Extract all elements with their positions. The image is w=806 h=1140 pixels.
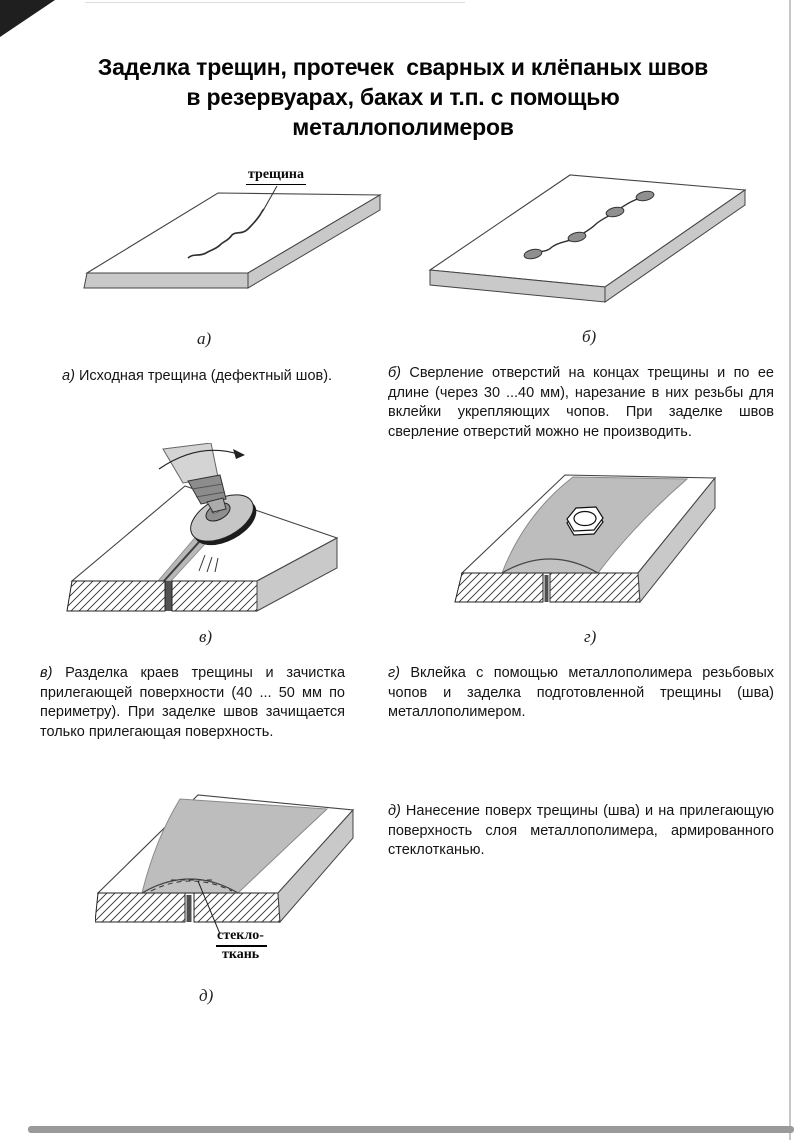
cross-section-left-hatched [95,893,185,922]
glasscloth-annotation-line-2: ткань [222,947,260,962]
figure-v-illustration [55,443,385,633]
figure-b-label: б) [582,327,597,346]
caption-v-text: Разделка краев трещины и зачистка прилегающей поверхности (40 ... 50 мм по периметру). При заделке швов зачищается только прилегающая поверхность. [40,665,346,740]
cross-section-right-hatched [550,573,640,602]
crack-slit [187,895,192,922]
page-title-line-1: Заделка трещин, протечек сварных и клёпаных швов [97,54,709,80]
figure-v-label: в) [199,627,213,646]
crack-annotation: трещина [246,167,306,185]
plate-front-face [84,273,248,288]
scan-corner-artifact [0,0,55,37]
figure-a-illustration [60,165,400,335]
caption-v [40,664,345,742]
caption-g-text: Вклейка с помощью металлополимера резьбовых чопов и заделка подготовленной трещины (шва) металлополимером. [388,665,774,720]
page-title-line-2: в резервуарах, баках и т.п. с помощью [186,84,620,110]
cross-section-right-hatched [194,893,280,922]
caption-v-lead: в) [40,665,53,681]
glasscloth-annotation [216,928,267,963]
page-title-line-3: металлополимеров [292,114,514,140]
caption-b-text: Сверление отверстий на концах трещины и по ее длине (через 30 ...40 мм), нарезание в них резьбы для вклейки укрепляющих чопов. При заделке швов сверление отверстий можно не производить. [388,365,774,440]
figure-g-illustration [425,452,760,632]
cross-section-left-hatched [455,573,543,602]
cross-section-left-hatched [67,581,165,611]
caption-g-lead: г) [388,665,400,681]
caption-b [388,364,774,442]
crack-slit [166,581,172,611]
caption-d-text: Нанесение поверх трещины (шва) и на прилегающую поверхность слоя металлополимера, армированного стеклотканью. [388,803,774,858]
caption-b-lead: б) [388,365,401,381]
glasscloth-annotation-line-1: стекло- [216,928,267,947]
crack-slit [545,575,549,602]
page-title [0,52,806,142]
caption-a-lead: а) [62,368,75,384]
cross-section-right-hatched [172,581,257,611]
rotation-arrow-head [233,449,245,459]
scan-top-edge-artifact [85,2,465,3]
caption-d-lead: д) [388,803,401,819]
caption-a [62,367,382,387]
caption-d [388,802,774,861]
scan-bottom-bar-artifact [28,1126,794,1133]
scan-right-edge-artifact [789,0,791,1140]
figure-d-label: д) [199,986,214,1005]
figure-g-label: г) [584,627,597,646]
figure-a-label: а) [197,329,212,348]
caption-a-text: Исходная трещина (дефектный шов). [78,368,333,384]
caption-g [388,664,774,723]
figure-b-illustration [420,170,760,320]
